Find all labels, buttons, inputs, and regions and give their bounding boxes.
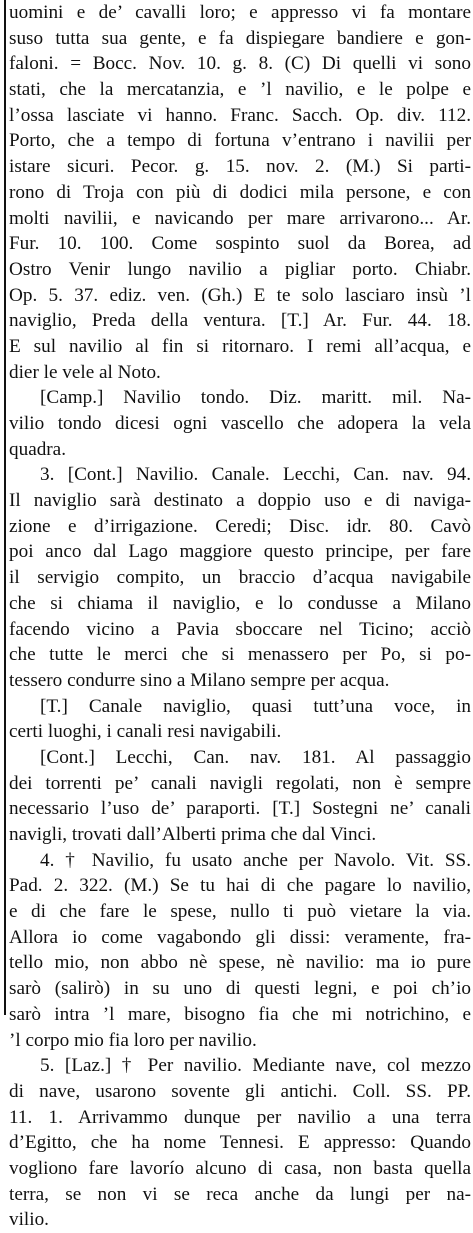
text-line: sarò intra ’l mare, bisogno fia che mi notrichino, e	[9, 1003, 471, 1025]
text-line: il servigio compito, un braccio d’acqua navigabile	[9, 567, 471, 589]
text-line: poi anco dal Lago maggiore questo principe, per fare	[9, 541, 471, 563]
text-line: di nave, usarono sovente gli antichi. Coll. SS. PP.	[9, 1080, 471, 1102]
text-line: terra, se non vi se reca anche da lungi per na-	[9, 1183, 471, 1205]
text-line: E sul navilio al fin si ritornaro. I remi all’acqua, e	[9, 335, 471, 357]
text-line: tello mio, non abbo nè spese, nè navilio: ma io pure	[9, 952, 471, 974]
text-line: 5. [Laz.] † Per navilio. Mediante nave, col mezzo	[40, 1055, 471, 1077]
text-line: 4. † Navilio, fu usato anche per Navolo. Vit. SS.	[40, 849, 471, 871]
text-line: Porto, che a tempo di fortuna v’entrano i navilii per	[9, 130, 471, 152]
text-line: suso tutta sua gente, e fa dispiegare bandiere e gon-	[9, 27, 471, 49]
text-line: Op. 5. 37. ediz. ven. (Gh.) E te solo lasciaro insù ’l	[9, 284, 471, 306]
text-line: vilio.	[9, 1209, 49, 1231]
text-line: tessero condurre sino a Milano sempre per acqua.	[9, 669, 390, 691]
text-line: [T.] Canale naviglio, quasi tutt’una voce, in	[40, 695, 471, 717]
text-line: ’l corpo mio fia loro per navilio.	[9, 1029, 257, 1051]
text-line: vilio tondo dicesi ogni vascello che adopera la vela	[9, 413, 471, 434]
text-line: uomini e de’ cavalli loro; e appresso vi fa montare	[9, 2, 471, 23]
text-line: Fur. 10. 100. Come sospinto suol da Borea, ad	[9, 233, 471, 255]
dictionary-page-text	[4, 0, 471, 1231]
text-line: Allora io come vagabondo gli dissi: veramente, fra-	[9, 926, 471, 948]
text-line: vogliono fare lavorío alcuno di casa, non basta quella	[9, 1157, 471, 1179]
text-line: 11. 1. Arrivammo dunque per navilio a una terra	[9, 1106, 471, 1128]
text-line: dier le vele al Noto.	[9, 361, 161, 383]
text-line: certi luoghi, i canali resi navigabili.	[9, 721, 282, 743]
text-line: naviglio, Preda della ventura. [T.] Ar. Fur. 44. 18.	[9, 310, 471, 332]
text-line: navigli, trovati dall’Alberti prima che dal Vinci.	[9, 824, 377, 845]
text-line: zione e d’irrigazione. Ceredi; Disc. idr. 80. Cavò	[9, 515, 471, 537]
text-line: d’Egitto, che ha nome Tennesi. E appresso: Quando	[9, 1132, 471, 1154]
text-line: quadra.	[9, 438, 67, 460]
text-line: stati, che la mercatanzia, e ’l navilio, e le polpe e	[9, 79, 471, 101]
text-line: dei torrenti pe’ canali navigli regolati, non è sempre	[9, 772, 471, 794]
text-line: [Camp.] Navilio tondo. Diz. maritt. mil. Na-	[40, 387, 471, 409]
text-line: l’ossa lasciate vi hanno. Franc. Sacch. Op. div. 112.	[9, 104, 471, 126]
text-line: facendo vicino a Pavia sboccare nel Ticino; acciò	[9, 618, 471, 640]
text-line: sarò (salirò) in su uno di questi legni, e poi ch’io	[9, 978, 471, 1000]
text-line: che si chiama il naviglio, e lo condusse a Milano	[9, 592, 471, 614]
text-line: e di che fare le spese, nullo ti può vietare la via.	[9, 901, 471, 923]
text-line: Pad. 2. 322. (M.) Se tu hai di che pagare lo navilio,	[9, 875, 471, 897]
text-line: [Cont.] Lecchi, Can. nav. 181. Al passaggio	[40, 746, 471, 768]
text-line: molti navilii, e navicando per mare arrivarono... Ar.	[9, 207, 471, 229]
text-line: rono di Troja con più di dodici mila persone, e con	[9, 181, 471, 203]
text-line: necessario l’uso de’ paraporti. [T.] Sostegni ne’ canali	[9, 798, 471, 820]
text-line: 3. [Cont.] Navilio. Canale. Lecchi, Can. nav. 94.	[40, 464, 471, 486]
text-line: faloni. = Bocc. Nov. 10. g. 8. (C) Di quelli vi sono	[9, 53, 471, 75]
text-line: che tutte le merci che si menassero per Po, si po-	[9, 644, 471, 666]
text-line: istare sicuri. Pecor. g. 15. nov. 2. (M.) Si parti-	[9, 156, 471, 178]
text-line: Ostro Venir lungo navilio a pigliar porto. Chiabr.	[9, 258, 471, 280]
text-line: Il naviglio sarà destinato a doppio uso e di naviga-	[9, 490, 471, 512]
